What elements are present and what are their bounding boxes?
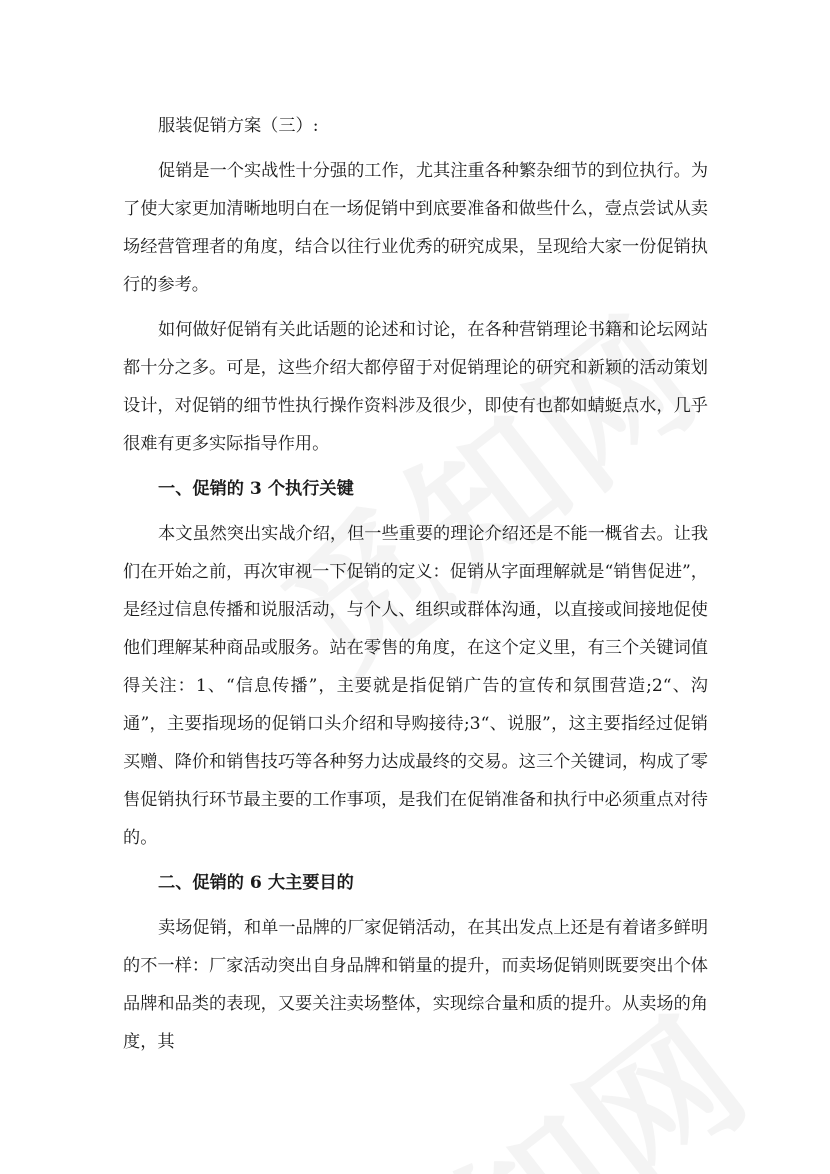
paragraph: 促销是一个实战性十分强的工作，尤其注重各种繁杂细节的到位执行。为了使大家更加清晰地明白在一场促销中到底要准备和做些什么，壹点尝试从卖场经营管理者的角度，结合以往行业优秀的研究成果，呈现给大家一份促销执行的参考。: [123, 161, 709, 295]
paragraph: 本文虽然突出实战介绍，但一些重要的理论介绍还是不能一概省去。让我们在开始之前，再次审视一下促销的定义：促销从字面理解就是“销售促进”，是经过信息传播和说服活动，与个人、组织或群体沟通，以直接或间接地促使他们理解某种商品或服务。站在零售的角度，在这个定义里，有三个关键词值得关注：1、“信息传播”，主要就是指促销广告的宣传和氛围营造;2“、沟通”，主要指现场的促销口头介绍和导购接待;3“、说服”，这主要指经过促销买赠、降价和销售技巧等各种努力达成最终的交易。这三个关键词，构成了零售促销执行环节最主要的工作事项，是我们在促销准备和执行中必须重点对待的。: [123, 524, 709, 848]
paragraph: 卖场促销，和单一品牌的厂家促销活动，在其出发点上还是有着诸多鲜明的不一样：厂家活动突出自身品牌和销量的提升，而卖场促销则既要突出个体品牌和品类的表现，又要关注卖场整体，实现综合量和质的提升。从卖场的角度，其: [123, 918, 709, 1052]
paragraph: 如何做好促销有关此话题的论述和讨论，在各种营销理论书籍和论坛网站都十分之多。可是，这些介绍大都停留于对促销理论的研究和新颖的活动策划设计，对促销的细节性执行操作资料涉及很少，即使有也都如蜻蜓点水，几乎很难有更多实际指导作用。: [123, 320, 709, 454]
section-heading: 二、促销的 6 大主要目的: [158, 873, 354, 893]
document-title: 服装促销方案（三）:: [158, 116, 319, 136]
section-heading: 一、促销的 3 个执行关键: [158, 479, 354, 499]
document-body: [123, 107, 708, 1061]
